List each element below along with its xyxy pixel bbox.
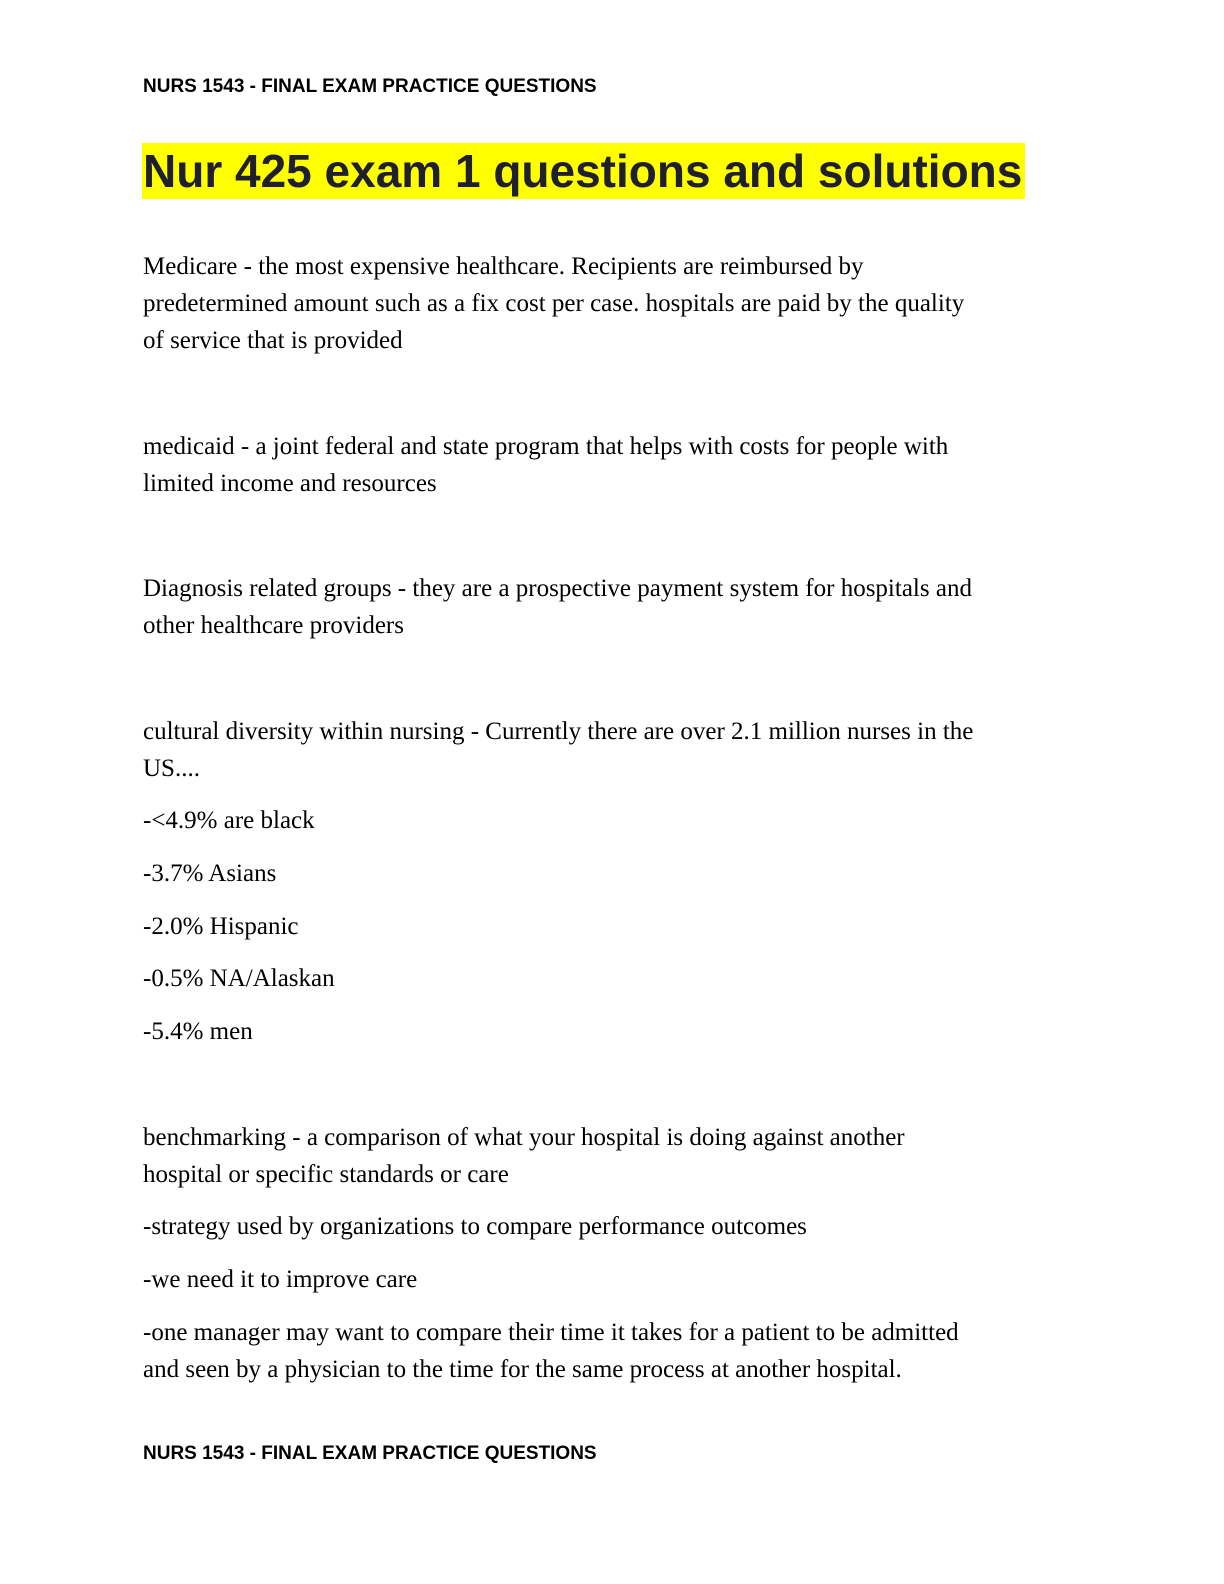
running-footer: NURS 1543 - FINAL EXAM PRACTICE QUESTIONS — [143, 1443, 597, 1464]
text-line: benchmarking - a comparison of what your hospital is doing against another — [143, 1124, 905, 1151]
text-line: -0.5% NA/Alaskan — [143, 965, 335, 992]
text-line: US.... — [143, 755, 200, 782]
list-item-men — [143, 1013, 1083, 1050]
list-item-strategy — [143, 1208, 1083, 1245]
text-line: -we need it to improve care — [143, 1266, 418, 1293]
list-item-asians — [143, 855, 1083, 892]
text-line: other healthcare providers — [143, 612, 404, 639]
text-line: cultural diversity within nursing - Currently there are over 2.1 million nurses in the — [143, 718, 974, 745]
text-line: -5.4% men — [143, 1018, 253, 1045]
list-item-hispanic — [143, 908, 1083, 945]
paragraph-medicare — [143, 248, 1083, 359]
list-item-black — [143, 802, 1083, 839]
paragraph-medicaid — [143, 428, 1083, 502]
document-title: Nur 425 exam 1 questions and solutions — [142, 143, 1025, 199]
list-item-improve-care — [143, 1261, 1083, 1298]
text-line: Medicare - the most expensive healthcare. Recipients are reimbursed by — [143, 253, 864, 280]
text-line: -one manager may want to compare their time it takes for a patient to be admitted — [143, 1319, 959, 1346]
text-line: hospital or specific standards or care — [143, 1161, 509, 1188]
paragraph-diagnosis-related-groups — [143, 570, 1083, 644]
text-line: and seen by a physician to the time for the same process at another hospital. — [143, 1356, 902, 1383]
list-item-na-alaskan — [143, 960, 1083, 997]
title-block — [142, 143, 1025, 199]
text-line: predetermined amount such as a fix cost per case. hospitals are paid by the quality — [143, 290, 965, 317]
paragraph-cultural-diversity — [143, 713, 1083, 787]
running-header: NURS 1543 - FINAL EXAM PRACTICE QUESTIONS — [143, 76, 597, 97]
text-line: medicaid - a joint federal and state program that helps with costs for people with — [143, 433, 949, 460]
text-line: -<4.9% are black — [143, 807, 315, 834]
text-line: -3.7% Asians — [143, 860, 277, 887]
list-item-manager-compare — [143, 1314, 1083, 1388]
text-line: limited income and resources — [143, 470, 437, 497]
text-line: Diagnosis related groups - they are a prospective payment system for hospitals and — [143, 575, 972, 602]
paragraph-benchmarking — [143, 1119, 1083, 1193]
text-line: -strategy used by organizations to compare performance outcomes — [143, 1213, 807, 1240]
text-line: -2.0% Hispanic — [143, 913, 299, 940]
text-line: of service that is provided — [143, 327, 403, 354]
